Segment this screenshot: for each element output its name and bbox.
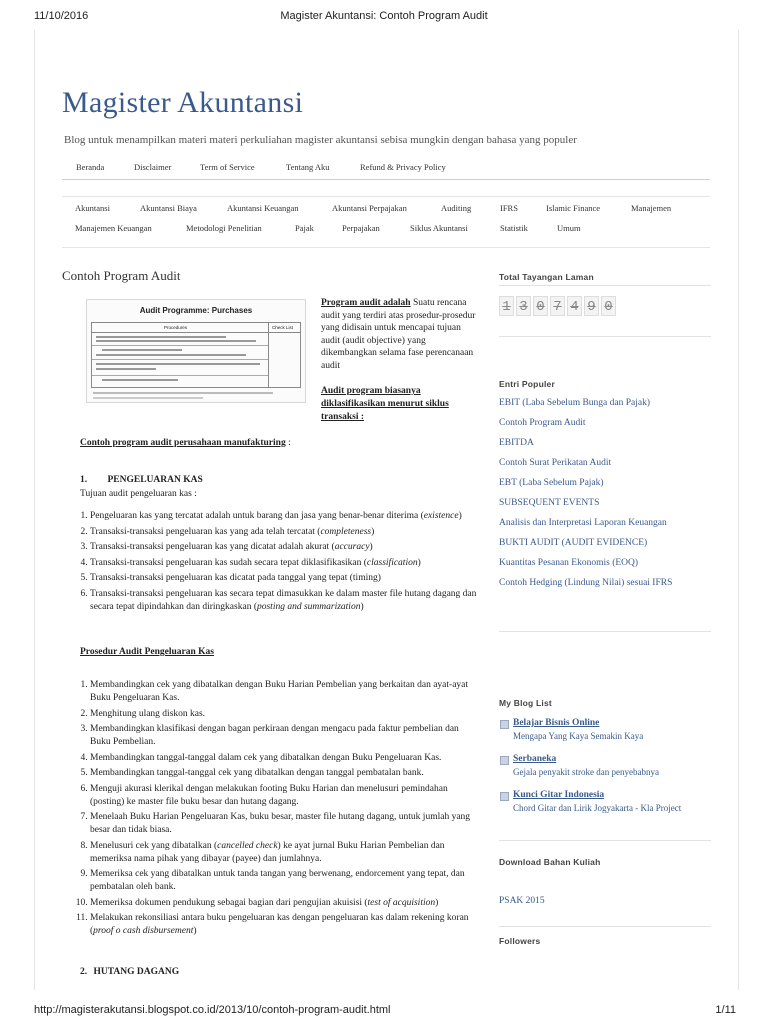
print-date: 11/10/2016 bbox=[34, 10, 89, 22]
label-akuntansi-perpajakan[interactable]: Akuntansi Perpajakan bbox=[332, 203, 407, 213]
print-footer bbox=[0, 998, 768, 1024]
list-item: 2. Menghitung ulang diskon kas. bbox=[90, 708, 480, 721]
image-row-divider bbox=[92, 359, 268, 360]
widget-divider bbox=[499, 840, 711, 841]
blog-post-link[interactable]: Gejala penyakit stroke dan penyebabnya bbox=[513, 767, 659, 777]
widget-divider bbox=[499, 631, 711, 632]
nav-beranda[interactable]: Beranda bbox=[76, 162, 105, 172]
print-url: http://magisterakutansi.blogspot.co.id/2013/10/contoh-program-audit.html bbox=[34, 1004, 391, 1016]
counter-digit: 4 bbox=[567, 296, 582, 316]
label-akuntansi[interactable]: Akuntansi bbox=[75, 203, 110, 213]
label-umum[interactable]: Umum bbox=[557, 223, 581, 233]
counter-digit: 7 bbox=[550, 296, 565, 316]
section-goal: Tujuan audit pengeluaran kas : bbox=[80, 489, 197, 499]
blog-name-link[interactable]: Belajar Bisnis Online bbox=[513, 718, 600, 728]
popular-post-link[interactable]: EBT (Laba Sebelum Pajak) bbox=[499, 478, 604, 488]
example-heading-colon: : bbox=[285, 438, 291, 448]
top-navigation bbox=[62, 162, 710, 180]
popular-post-link[interactable]: Contoh Hedging (Lindung Nilai) sesuai IFRS bbox=[499, 578, 673, 588]
procedure-list bbox=[72, 679, 480, 941]
blog-name-link[interactable]: Kunci Gitar Indonesia bbox=[513, 790, 605, 800]
section-title: HUTANG DAGANG bbox=[93, 967, 180, 977]
image-text-line bbox=[96, 363, 260, 365]
page-frame-left bbox=[34, 30, 35, 990]
image-text-line bbox=[102, 379, 178, 381]
counter-digit: 3 bbox=[516, 296, 531, 316]
section-heading-pengeluaran-kas bbox=[80, 474, 203, 487]
example-heading-line bbox=[80, 437, 291, 450]
counter-digit: 0 bbox=[601, 296, 616, 316]
image-text-line bbox=[96, 354, 246, 356]
procedure-heading: Prosedur Audit Pengeluaran Kas bbox=[80, 647, 214, 657]
list-item: 5. Membandingkan tanggal-tanggal cek yang dibatalkan dengan tanggal pembatalan bank. bbox=[90, 767, 480, 780]
popular-post-link[interactable]: SUBSEQUENT EVENTS bbox=[499, 498, 600, 508]
list-item: 7. Menelaah Buku Harian Pengeluaran Kas, buku besar, master file hutang dagang, untuk jumlah yang besar dan tidak biasa. bbox=[90, 811, 480, 837]
print-page-number: 1/11 bbox=[715, 1004, 736, 1016]
list-item: 4. Membandingkan tanggal-tanggal dalam cek yang dibatalkan dengan Buku Pengeluaran Kas. bbox=[90, 752, 480, 765]
image-footnote bbox=[93, 397, 203, 399]
blog-favicon-icon bbox=[500, 756, 509, 765]
image-text-line bbox=[96, 368, 156, 370]
image-col-divider bbox=[268, 323, 269, 387]
blog-post-link[interactable]: Mengapa Yang Kaya Semakin Kaya bbox=[513, 731, 644, 741]
label-metodologi-penelitian[interactable]: Metodologi Penelitian bbox=[186, 223, 262, 233]
post-title[interactable]: Contoh Program Audit bbox=[62, 268, 181, 283]
label-akuntansi-biaya[interactable]: Akuntansi Biaya bbox=[140, 203, 197, 213]
blog-name-link[interactable]: Serbaneka bbox=[513, 754, 557, 764]
section-number: 1. bbox=[80, 475, 88, 485]
image-footnote bbox=[93, 392, 273, 394]
print-title: Magister Akuntansi: Contoh Program Audit bbox=[280, 10, 488, 22]
popular-post-link[interactable]: Contoh Surat Perikatan Audit bbox=[499, 458, 612, 468]
list-item: 3. Transaksi-transaksi pengeluaran kas yang dicatat adalah akurat (accuracy) bbox=[90, 541, 480, 554]
section-number: 2. bbox=[80, 967, 88, 977]
print-header bbox=[0, 0, 768, 26]
intro-term: Program audit adalah bbox=[321, 298, 411, 308]
widget-divider bbox=[499, 285, 711, 286]
counter-digit: 0 bbox=[533, 296, 548, 316]
counter-digit: 9 bbox=[584, 296, 599, 316]
section-title: PENGELUARAN KAS bbox=[107, 475, 203, 485]
widget-divider bbox=[499, 336, 711, 337]
post-intro bbox=[321, 297, 481, 372]
label-akuntansi-keuangan[interactable]: Akuntansi Keuangan bbox=[227, 203, 299, 213]
widget-title-bloglist: My Blog List bbox=[499, 698, 552, 708]
list-item: 4. Transaksi-transaksi pengeluaran kas sudah secara tepat diklasifikasikan (classification) bbox=[90, 557, 480, 570]
popular-post-link[interactable]: Kuantitas Pesanan Ekonomis (EOQ) bbox=[499, 558, 639, 568]
popular-post-link[interactable]: Analisis dan Interpretasi Laporan Keuangan bbox=[499, 518, 667, 528]
image-row-divider bbox=[92, 345, 268, 346]
popular-post-link[interactable]: BUKTI AUDIT (AUDIT EVIDENCE) bbox=[499, 538, 648, 548]
image-text-line bbox=[96, 336, 226, 338]
label-ifrs[interactable]: IFRS bbox=[500, 203, 518, 213]
label-pajak[interactable]: Pajak bbox=[295, 223, 314, 233]
blog-title[interactable]: Magister Akuntansi bbox=[62, 86, 304, 119]
widget-title-popular: Entri Populer bbox=[499, 379, 555, 389]
label-manajemen[interactable]: Manajemen bbox=[631, 203, 672, 213]
post-intro-classification: Audit program biasanya diklasifikasikan menurut siklus transaksi : bbox=[321, 386, 449, 422]
image-col-checklist: Check List bbox=[272, 325, 294, 330]
example-heading: Contoh program audit perusahaan manufakturing bbox=[80, 438, 286, 448]
list-item: 6. Menguji akurasi klerikal dengan melakukan footing Buku Harian dan menelusuri pemindahan (posting) ke master file buku besar dan hutang dagang. bbox=[90, 783, 480, 809]
blog-favicon-icon bbox=[500, 792, 509, 801]
download-link[interactable]: PSAK 2015 bbox=[499, 896, 545, 906]
page-frame-right bbox=[738, 30, 739, 990]
list-item: 8. Menelusuri cek yang dibatalkan (cancelled check) ke ayat jurnal Buku Harian Pembelian dan memeriksa nama pihak yang dibayar (payee) dan jumlahnya. bbox=[90, 840, 480, 866]
label-auditing[interactable]: Auditing bbox=[441, 203, 472, 213]
nav-tentang-aku[interactable]: Tentang Aku bbox=[286, 162, 330, 172]
list-item: 5. Transaksi-transaksi pengeluaran kas dicatat pada tanggal yang tepat (timing) bbox=[90, 572, 480, 585]
image-col-procedures: Procedures bbox=[164, 325, 188, 330]
widget-title-pageviews: Total Tayangan Laman bbox=[499, 272, 594, 282]
list-item: 9. Memeriksa cek yang dibatalkan untuk tanda tangan yang berwenang, endorcement yang tepat, dan pembatalan oleh bank. bbox=[90, 868, 480, 894]
post-main bbox=[62, 268, 480, 284]
label-siklus-akuntansi[interactable]: Siklus Akuntansi bbox=[410, 223, 468, 233]
widget-title-download: Download Bahan Kuliah bbox=[499, 857, 601, 867]
image-text-line bbox=[102, 349, 182, 351]
audit-goals-list bbox=[72, 510, 480, 616]
popular-post-link[interactable]: EBITDA bbox=[499, 438, 534, 448]
section-heading-hutang-dagang bbox=[80, 966, 179, 979]
widget-divider bbox=[499, 926, 711, 927]
label-manajemen-keuangan[interactable]: Manajemen Keuangan bbox=[75, 223, 152, 233]
blog-description: Blog untuk menampilkan materi materi perkuliahan magister akuntansi sebisa mungkin dengan bahasa yang populer bbox=[64, 134, 577, 146]
label-navigation bbox=[62, 196, 710, 248]
list-item: 3. Membandingkan klasifikasi dengan bagan perkiraan dengan mengacu pada faktur pembelian dan Buku Pembelian. bbox=[90, 723, 480, 749]
blog-post-link[interactable]: Chord Gitar dan Lirik Jogyakarta - Kla Project bbox=[513, 803, 682, 813]
list-item: 11. Melakukan rekonsiliasi antara buku pengeluaran kas dengan pengeluaran kas dalam rekening koran (proof o cash disbursement) bbox=[90, 912, 480, 938]
counter-digit: 1 bbox=[499, 296, 514, 316]
list-item: 1. Membandingkan cek yang dibatalkan dengan Buku Harian Pembelian yang berkaitan dan ayat-ayat Buku Pengeluaran Kas. bbox=[90, 679, 480, 705]
image-text-line bbox=[96, 340, 256, 342]
image-title: Audit Programme: Purchases bbox=[139, 306, 253, 315]
label-perpajakan[interactable]: Perpajakan bbox=[342, 223, 380, 233]
pageviews-counter bbox=[499, 296, 618, 318]
image-table bbox=[91, 322, 301, 388]
nav-refund-privacy[interactable]: Refund & Privacy Policy bbox=[360, 162, 446, 172]
audit-programme-image[interactable] bbox=[86, 299, 306, 403]
list-item: 2. Transaksi-transaksi pengeluaran kas yang ada telah tercatat (completeness) bbox=[90, 526, 480, 539]
nav-disclaimer[interactable]: Disclaimer bbox=[134, 162, 172, 172]
list-item: 10. Memeriksa dokumen pendukung sebagai bagian dari pengujian akuisisi (test of acquisition) bbox=[90, 897, 480, 910]
label-statistik[interactable]: Statistik bbox=[500, 223, 528, 233]
label-islamic-finance[interactable]: Islamic Finance bbox=[546, 203, 601, 213]
intro-definition: Suatu rencana audit yang terdiri atas prosedur-prosedur yang didisain untuk mencapai tujuan audit (audit objective) yang dikembangkan selama fase perencanaan audit bbox=[321, 298, 476, 371]
blog-favicon-icon bbox=[500, 720, 509, 729]
list-item: 6. Transaksi-transaksi pengeluaran kas secara tepat dimasukkan ke dalam master file hutang dagang dan secara tepat dipindahkan dan diringkaskan (posting and summarization) bbox=[90, 588, 480, 614]
image-row-divider bbox=[92, 375, 268, 376]
nav-term-of-service[interactable]: Term of Service bbox=[200, 162, 255, 172]
popular-post-link[interactable]: Contoh Program Audit bbox=[499, 418, 586, 428]
popular-post-link[interactable]: EBIT (Laba Sebelum Bunga dan Pajak) bbox=[499, 398, 650, 408]
widget-title-followers: Followers bbox=[499, 936, 541, 946]
list-item: 1. Pengeluaran kas yang tercatat adalah untuk barang dan jasa yang benar-benar diterima (existence) bbox=[90, 510, 480, 523]
